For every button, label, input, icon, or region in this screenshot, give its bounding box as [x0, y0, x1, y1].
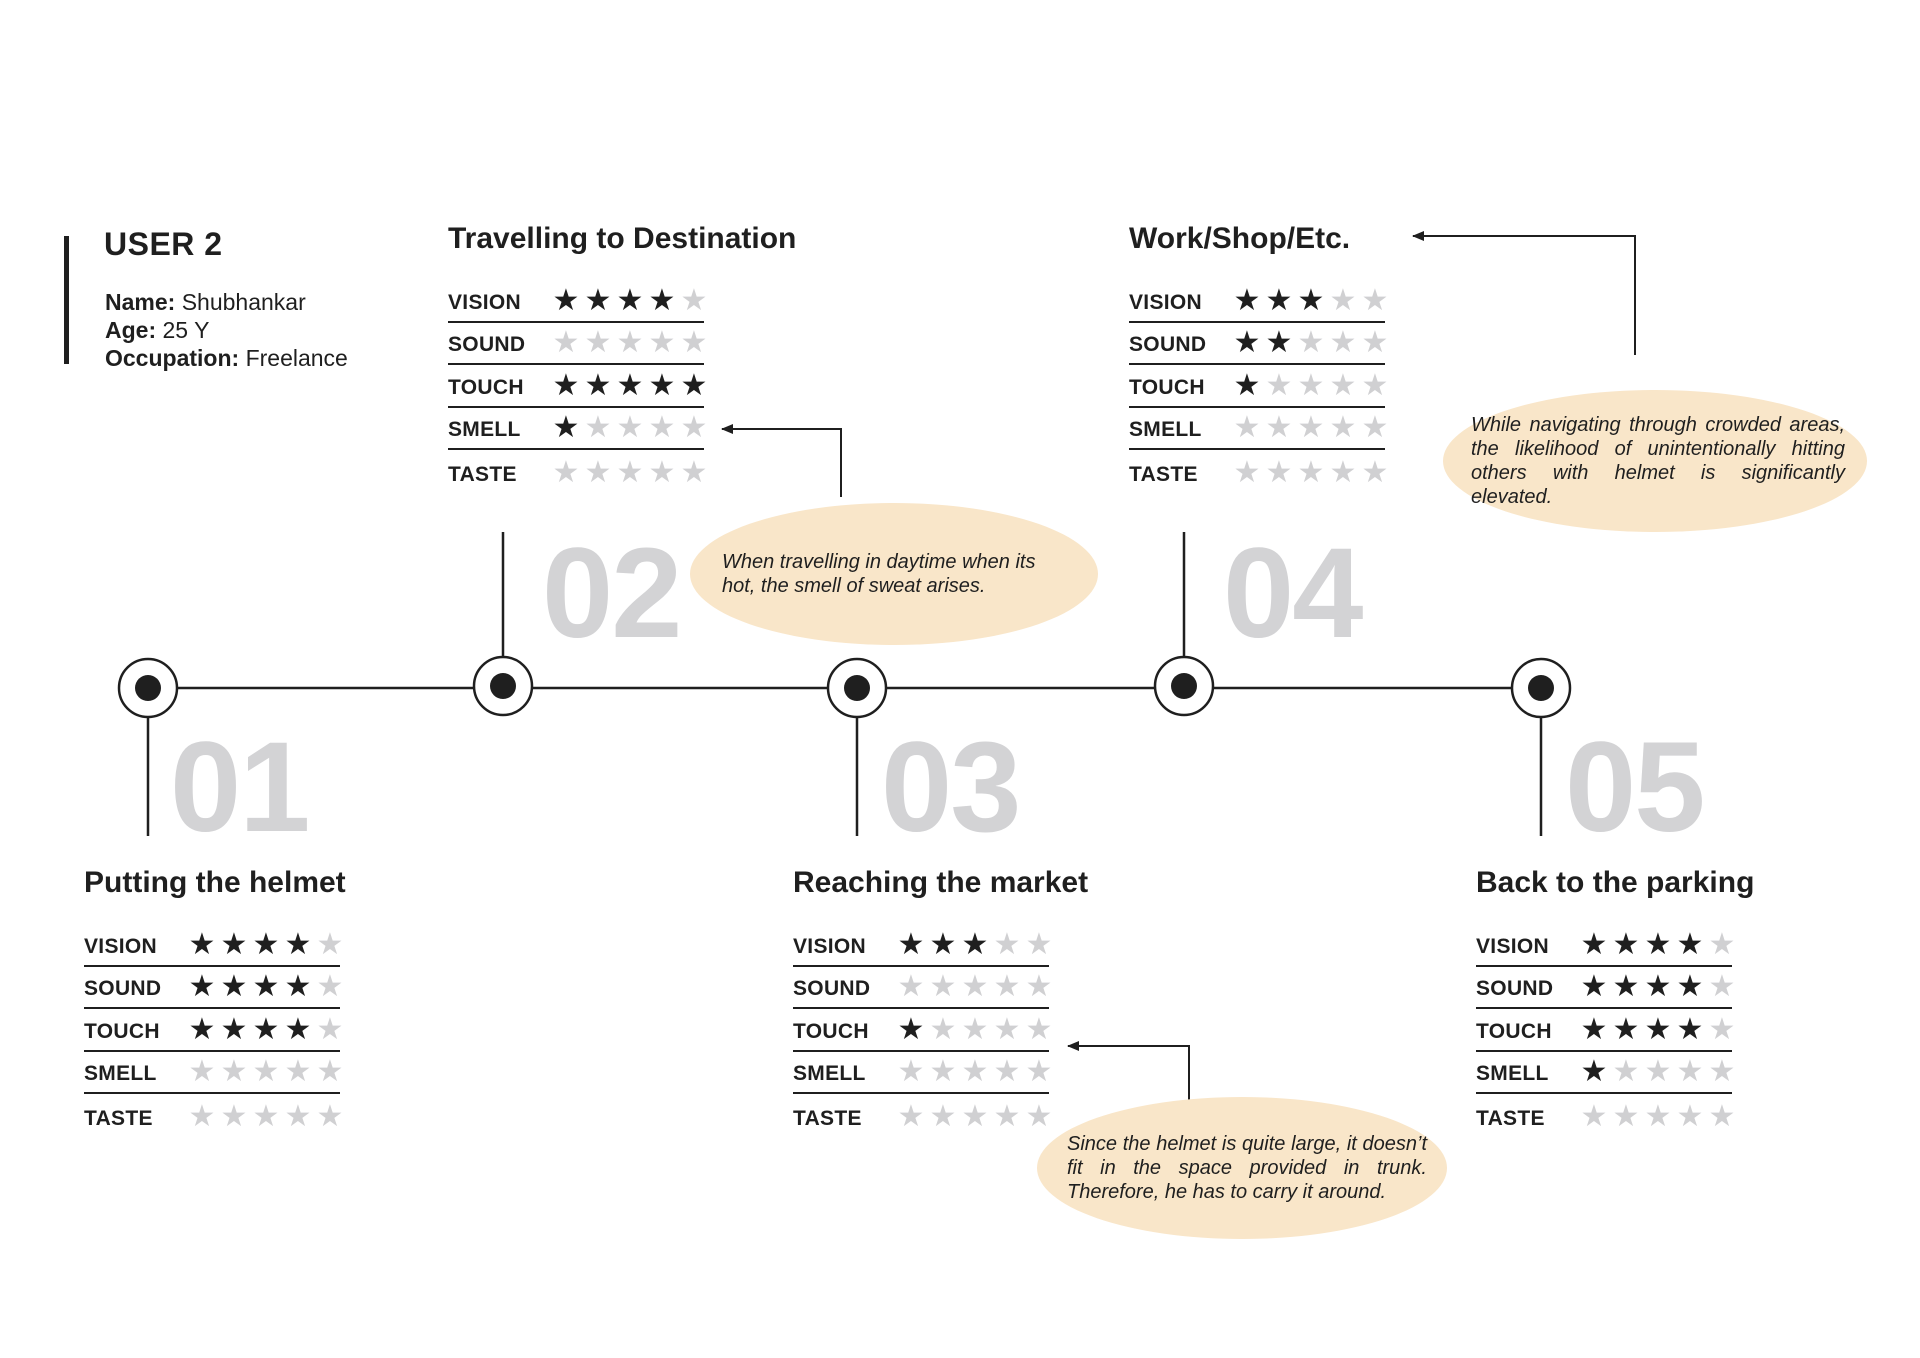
stage-block-04 [1129, 222, 1389, 493]
star-empty-icon: ★ [252, 1099, 280, 1133]
user-age-line [105, 316, 348, 344]
star-empty-icon: ★ [584, 455, 612, 489]
star-empty-icon: ★ [316, 927, 344, 961]
stage-title: Travelling to Destination [448, 222, 797, 255]
rating-row-smell [1476, 1052, 1736, 1095]
star-empty-icon: ★ [1297, 368, 1325, 402]
star-filled-icon: ★ [1612, 1012, 1640, 1046]
timeline-node-05 [1512, 659, 1570, 717]
star-empty-icon: ★ [316, 1055, 344, 1088]
star-empty-icon: ★ [1025, 1055, 1053, 1088]
stage-block-02 [448, 222, 796, 493]
star-empty-icon: ★ [1676, 1099, 1704, 1133]
star-empty-icon: ★ [1265, 368, 1293, 402]
star-rating [1578, 972, 1738, 1002]
star-filled-icon: ★ [552, 283, 580, 317]
star-filled-icon: ★ [188, 1012, 216, 1046]
rating-row-sound [84, 967, 344, 1010]
star-filled-icon: ★ [1233, 326, 1261, 359]
star-filled-icon: ★ [616, 283, 644, 317]
stage-block-03 [793, 866, 1088, 1137]
rating-label: VISION [1476, 934, 1549, 958]
star-rating [1231, 283, 1391, 317]
stage-number-01: 01 [170, 716, 309, 859]
star-rating [1231, 328, 1391, 358]
rating-label: VISION [84, 934, 157, 958]
rating-label: SMELL [1476, 1062, 1549, 1085]
star-empty-icon: ★ [316, 1012, 344, 1046]
stage-title: Work/Shop/Etc. [1129, 222, 1351, 255]
star-filled-icon: ★ [1612, 927, 1640, 961]
star-empty-icon: ★ [316, 970, 344, 1003]
star-empty-icon: ★ [220, 1099, 248, 1133]
star-empty-icon: ★ [1025, 1012, 1053, 1046]
rating-row-smell [793, 1052, 1053, 1095]
rating-row-touch [84, 1009, 344, 1052]
rating-label: SOUND [1129, 333, 1207, 356]
star-empty-icon: ★ [897, 970, 925, 1003]
star-empty-icon: ★ [1708, 970, 1736, 1003]
age-label: Age: [105, 317, 157, 343]
star-rating [895, 1012, 1055, 1046]
star-filled-icon: ★ [584, 283, 612, 317]
star-empty-icon: ★ [648, 326, 676, 359]
star-empty-icon: ★ [680, 455, 708, 489]
star-filled-icon: ★ [1676, 927, 1704, 961]
rating-label: TOUCH [793, 1019, 869, 1043]
star-empty-icon: ★ [1676, 1055, 1704, 1088]
note-02-text: When travelling in daytime when its hot, the smell of sweat arises. [722, 551, 1036, 597]
user-occupation-line [105, 344, 348, 372]
star-empty-icon: ★ [993, 927, 1021, 961]
star-filled-icon: ★ [220, 970, 248, 1003]
star-rating [1578, 1099, 1738, 1133]
user-title: USER 2 [104, 226, 223, 262]
star-empty-icon: ★ [584, 411, 612, 444]
rating-row-touch [1129, 365, 1389, 408]
rating-row-touch [1476, 1009, 1736, 1052]
star-filled-icon: ★ [929, 927, 957, 961]
star-rating [1578, 1012, 1738, 1046]
star-empty-icon: ★ [1329, 283, 1357, 317]
occupation-label: Occupation: [105, 345, 240, 371]
stage-title: Reaching the market [793, 866, 1089, 899]
star-rating [1231, 368, 1391, 402]
star-empty-icon: ★ [929, 1012, 957, 1046]
star-empty-icon: ★ [1265, 455, 1293, 489]
star-filled-icon: ★ [1233, 368, 1261, 402]
star-rating [895, 1099, 1055, 1133]
star-filled-icon: ★ [1676, 1012, 1704, 1046]
rating-label: SOUND [1476, 977, 1554, 1000]
rating-label: SMELL [793, 1062, 866, 1085]
ratings-table [1129, 280, 1389, 493]
star-empty-icon: ★ [1644, 1055, 1672, 1088]
stage-block-01 [84, 866, 346, 1137]
star-empty-icon: ★ [680, 283, 708, 317]
star-filled-icon: ★ [961, 927, 989, 961]
star-rating [895, 1057, 1055, 1087]
star-empty-icon: ★ [1644, 1099, 1672, 1133]
star-rating [1231, 413, 1391, 443]
star-empty-icon: ★ [897, 1099, 925, 1133]
star-empty-icon: ★ [1361, 455, 1389, 489]
star-rating [186, 927, 346, 961]
rating-label: TOUCH [1129, 375, 1205, 399]
star-empty-icon: ★ [1025, 1099, 1053, 1133]
rating-label: VISION [793, 934, 866, 958]
star-filled-icon: ★ [897, 1012, 925, 1046]
star-filled-icon: ★ [1676, 970, 1704, 1003]
star-filled-icon: ★ [252, 927, 280, 961]
user-age: 25 Y [162, 317, 210, 343]
star-empty-icon: ★ [616, 455, 644, 489]
rating-row-taste [1129, 450, 1389, 493]
star-empty-icon: ★ [1361, 368, 1389, 402]
star-empty-icon: ★ [1329, 411, 1357, 444]
rating-row-sound [448, 323, 708, 366]
ratings-table [1476, 924, 1736, 1137]
star-filled-icon: ★ [1233, 283, 1261, 317]
star-filled-icon: ★ [1644, 1012, 1672, 1046]
star-empty-icon: ★ [648, 455, 676, 489]
stage-block-05 [1476, 866, 1754, 1137]
rating-label: SOUND [793, 977, 871, 1000]
rating-row-smell [1129, 408, 1389, 451]
star-empty-icon: ★ [552, 455, 580, 489]
star-empty-icon: ★ [961, 1099, 989, 1133]
user-accent-bar [64, 236, 69, 364]
user-occupation: Freelance [245, 345, 348, 371]
rating-row-touch [793, 1009, 1053, 1052]
stage-title: Back to the parking [1476, 866, 1755, 899]
name-label: Name: [105, 289, 176, 315]
star-empty-icon: ★ [1612, 1099, 1640, 1133]
star-filled-icon: ★ [1612, 970, 1640, 1003]
star-empty-icon: ★ [993, 970, 1021, 1003]
timeline-node-02 [474, 657, 532, 715]
stage-number-04: 04 [1223, 522, 1362, 665]
rating-row-taste [1476, 1094, 1736, 1137]
star-filled-icon: ★ [188, 927, 216, 961]
note-04-text: While navigating through crowded areas, the likelihood of unintentionally hitting others with helmet is significantly elevated. [1471, 414, 1845, 508]
star-empty-icon: ★ [929, 1055, 957, 1088]
star-filled-icon: ★ [1644, 927, 1672, 961]
star-empty-icon: ★ [1329, 455, 1357, 489]
star-empty-icon: ★ [961, 970, 989, 1003]
star-rating [186, 1057, 346, 1087]
star-empty-icon: ★ [584, 326, 612, 359]
rating-label: TASTE [1129, 462, 1198, 486]
rating-label: SMELL [448, 418, 521, 441]
star-empty-icon: ★ [1233, 455, 1261, 489]
star-empty-icon: ★ [993, 1012, 1021, 1046]
star-empty-icon: ★ [1265, 411, 1293, 444]
star-rating [550, 413, 710, 443]
star-empty-icon: ★ [993, 1055, 1021, 1088]
star-filled-icon: ★ [284, 1012, 312, 1046]
star-rating [1578, 927, 1738, 961]
timeline-node-01 [119, 659, 177, 717]
star-empty-icon: ★ [284, 1099, 312, 1133]
star-rating [186, 972, 346, 1002]
star-empty-icon: ★ [1233, 411, 1261, 444]
star-empty-icon: ★ [680, 411, 708, 444]
star-empty-icon: ★ [929, 970, 957, 1003]
stage-number-02: 02 [542, 522, 681, 665]
star-empty-icon: ★ [616, 326, 644, 359]
star-empty-icon: ★ [897, 1055, 925, 1088]
rating-row-sound [793, 967, 1053, 1010]
star-filled-icon: ★ [648, 283, 676, 317]
user-name-line [105, 288, 348, 316]
ratings-table [793, 924, 1053, 1137]
star-empty-icon: ★ [1708, 927, 1736, 961]
star-filled-icon: ★ [284, 970, 312, 1003]
star-empty-icon: ★ [1361, 326, 1389, 359]
rating-row-sound [1476, 967, 1736, 1010]
star-filled-icon: ★ [220, 1012, 248, 1046]
rating-label: TOUCH [1476, 1019, 1552, 1043]
star-empty-icon: ★ [1297, 455, 1325, 489]
star-empty-icon: ★ [961, 1055, 989, 1088]
rating-row-sound [1129, 323, 1389, 366]
star-filled-icon: ★ [648, 368, 676, 402]
star-empty-icon: ★ [1025, 970, 1053, 1003]
star-empty-icon: ★ [993, 1099, 1021, 1133]
note-04 [1443, 390, 1867, 532]
star-empty-icon: ★ [188, 1055, 216, 1088]
star-filled-icon: ★ [680, 368, 708, 402]
star-empty-icon: ★ [252, 1055, 280, 1088]
star-filled-icon: ★ [1580, 1055, 1608, 1088]
note-04-arrow [1413, 236, 1635, 355]
rating-row-smell [84, 1052, 344, 1095]
star-empty-icon: ★ [1580, 1099, 1608, 1133]
rating-row-smell [448, 408, 708, 451]
star-empty-icon: ★ [648, 411, 676, 444]
star-filled-icon: ★ [252, 1012, 280, 1046]
star-empty-icon: ★ [929, 1099, 957, 1133]
star-rating [895, 972, 1055, 1002]
user-name: Shubhankar [181, 289, 306, 315]
star-empty-icon: ★ [1708, 1055, 1736, 1088]
star-empty-icon: ★ [188, 1099, 216, 1133]
rating-label: TOUCH [84, 1019, 160, 1043]
rating-label: TASTE [84, 1106, 153, 1130]
rating-label: SOUND [448, 333, 526, 356]
rating-row-vision [448, 280, 708, 323]
star-rating [1231, 455, 1391, 489]
rating-row-taste [448, 450, 708, 493]
stage-number-03: 03 [881, 716, 1020, 859]
star-filled-icon: ★ [584, 368, 612, 402]
star-empty-icon: ★ [220, 1055, 248, 1088]
star-filled-icon: ★ [1297, 283, 1325, 317]
rating-row-vision [1476, 924, 1736, 967]
star-filled-icon: ★ [220, 927, 248, 961]
star-filled-icon: ★ [552, 411, 580, 444]
star-empty-icon: ★ [1361, 411, 1389, 444]
star-filled-icon: ★ [284, 927, 312, 961]
star-rating [550, 455, 710, 489]
rating-label: TASTE [793, 1106, 862, 1130]
rating-label: SOUND [84, 977, 162, 1000]
star-empty-icon: ★ [1708, 1012, 1736, 1046]
star-empty-icon: ★ [961, 1012, 989, 1046]
star-empty-icon: ★ [1329, 326, 1357, 359]
star-empty-icon: ★ [1361, 283, 1389, 317]
user-info [105, 288, 348, 372]
star-empty-icon: ★ [1708, 1099, 1736, 1133]
star-rating [1578, 1057, 1738, 1087]
star-empty-icon: ★ [552, 326, 580, 359]
star-empty-icon: ★ [1297, 411, 1325, 444]
star-filled-icon: ★ [1265, 326, 1293, 359]
rating-row-taste [793, 1094, 1053, 1137]
star-empty-icon: ★ [1025, 927, 1053, 961]
star-filled-icon: ★ [1644, 970, 1672, 1003]
rating-label: SMELL [1129, 418, 1202, 441]
stage-title: Putting the helmet [84, 866, 346, 899]
star-rating [186, 1012, 346, 1046]
star-filled-icon: ★ [1265, 283, 1293, 317]
rating-row-vision [84, 924, 344, 967]
star-rating [895, 927, 1055, 961]
star-filled-icon: ★ [552, 368, 580, 402]
star-filled-icon: ★ [188, 970, 216, 1003]
stage-number-05: 05 [1565, 716, 1704, 859]
note-03 [1037, 1097, 1447, 1239]
star-filled-icon: ★ [897, 927, 925, 961]
star-filled-icon: ★ [252, 970, 280, 1003]
rating-label: SMELL [84, 1062, 157, 1085]
rating-row-vision [793, 924, 1053, 967]
star-filled-icon: ★ [1580, 970, 1608, 1003]
rating-row-vision [1129, 280, 1389, 323]
rating-row-taste [84, 1094, 344, 1137]
rating-row-touch [448, 365, 708, 408]
note-03-text: Since the helmet is quite large, it doesn’t fit in the space provided in trunk. Therefore, he has to carry it around. [1067, 1133, 1427, 1203]
rating-label: VISION [1129, 290, 1202, 314]
timeline-node-03 [828, 659, 886, 717]
star-empty-icon: ★ [1329, 368, 1357, 402]
ratings-table [448, 280, 708, 493]
star-empty-icon: ★ [680, 326, 708, 359]
rating-label: TOUCH [448, 375, 524, 399]
star-empty-icon: ★ [316, 1099, 344, 1133]
rating-label: TASTE [448, 462, 517, 486]
star-rating [186, 1099, 346, 1133]
star-empty-icon: ★ [284, 1055, 312, 1088]
star-filled-icon: ★ [1580, 1012, 1608, 1046]
ratings-table [84, 924, 344, 1137]
star-filled-icon: ★ [1580, 927, 1608, 961]
star-rating [550, 283, 710, 317]
rating-label: VISION [448, 290, 521, 314]
star-rating [550, 368, 710, 402]
note-02 [690, 503, 1098, 645]
star-empty-icon: ★ [616, 411, 644, 444]
star-empty-icon: ★ [1297, 326, 1325, 359]
star-rating [550, 328, 710, 358]
star-filled-icon: ★ [616, 368, 644, 402]
timeline-node-04 [1155, 657, 1213, 715]
star-empty-icon: ★ [1612, 1055, 1640, 1088]
rating-label: TASTE [1476, 1106, 1545, 1130]
